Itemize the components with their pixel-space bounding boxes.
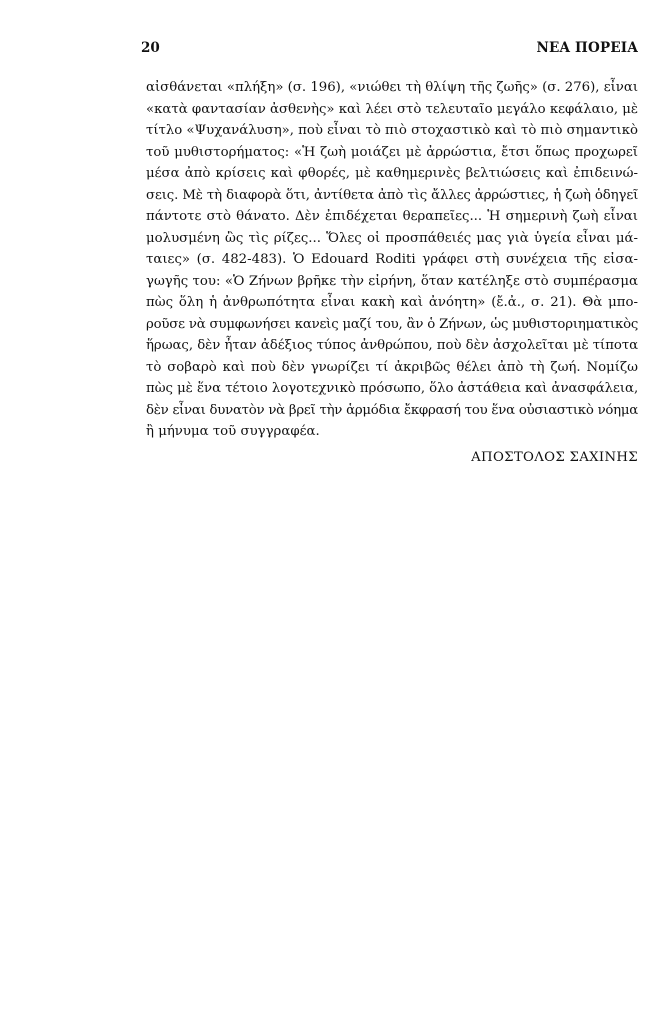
text-line: πὼς μὲ ἕνα τέτοιο λογοτεχνικὸ πρόσωπο, ὅλο ἀστάθεια καὶ ἀνασφάλεια, <box>146 381 639 396</box>
text-line: πὼς ὅλη ἡ ἀνθρωπότητα εἶναι κακὴ καὶ ἀνόητη» (ἔ.ἀ., σ. 21). Θὰ μπο- <box>146 295 638 310</box>
page-header <box>141 40 638 60</box>
text-line: τὸ σοβαρὸ καὶ ποὺ δὲν γνωρίζει τί ἀκριβῶς θέλει ἀπὸ τὴ ζωή. Νομίζω <box>146 359 638 375</box>
page-number: 20 <box>141 40 160 56</box>
text-line: ἢ μήνυμα τοῦ συγγραφέα. <box>146 424 320 439</box>
text-line: ροῦσε νὰ συμφωνήσει κανεὶς μαζί του, ἂν ὁ Ζήνων, ὡς μυθιστοριηματικὸς <box>146 316 639 332</box>
text-line: πάντοτε στὸ θάνατο. Δὲν ἐπιδέχεται θεραπεῖες... Ἡ σημερινὴ ζωὴ εἶναι <box>146 209 638 224</box>
text-line: μολυσμένη ὣς τὶς ρίζες... Ὅλες οἱ προσπάθειές μας γιὰ ὑγεία εἶναι μά- <box>146 230 638 246</box>
text-line: «κατὰ φαντασίαν ἀσθενὴς» καὶ λέει στὸ τελευταῖο μεγάλο κεφάλαιο, μὲ <box>146 101 639 117</box>
text-line: τίτλο «Ψυχανάλυση», ποὺ εἶναι τὸ πιὸ στοχαστικὸ καὶ τὸ πιὸ σημαντικὸ <box>146 123 638 138</box>
text-line: σεις. Μὲ τὴ διαφορὰ ὅτι, ἀντίθετα ἀπὸ τὶς ἄλλες ἀρρώστιες, ἡ ζωὴ ὁδηγεῖ <box>146 187 639 203</box>
article-body <box>146 77 638 443</box>
text-line: ἥρωας, δὲν ἦταν ἀδέξιος τύπος ἀνθρώπου, ποὺ δὲν ἀσχολεῖται μὲ τίποτα <box>146 338 639 353</box>
author-signature: ΑΠΟΣΤΟΛΟΣ ΣΑΧΙΝΗΣ <box>471 450 638 465</box>
text-line: τοῦ μυθιστορήματος: «Ἡ ζωὴ μοιάζει μὲ ἀρρώστια, ἔτσι ὅπως προχωρεῖ <box>146 144 638 160</box>
text-line: ταιες» (σ. 482-483). Ὁ Edouard Roditi γράφει στὴ συνέχεια τῆς εἰσα- <box>146 252 638 267</box>
text-line: μέσα ἀπὸ κρίσεις καὶ φθορές, μὲ καθημερινὲς βελτιώσεις καὶ ἐπιδεινώ- <box>146 166 638 181</box>
text-line: γωγῆς του: «Ὁ Ζήνων βρῆκε τὴν εἰρήνη, ὅταν κατέληξε στὸ συμπέρασμα <box>146 273 638 289</box>
text-line: αἰσθάνεται «πλήξη» (σ. 196), «νιώθει τὴ θλίψη τῆς ζωῆς» (σ. 276), εἶναι <box>146 80 639 95</box>
text-line: δὲν εἶναι δυνατὸν νὰ βρεῖ τὴν ἁρμόδια ἔκφρασή του ἕνα οὐσιαστικὸ νόημα <box>146 402 638 418</box>
running-title: ΝΕΑ ΠΟΡΕΙΑ <box>536 40 638 56</box>
